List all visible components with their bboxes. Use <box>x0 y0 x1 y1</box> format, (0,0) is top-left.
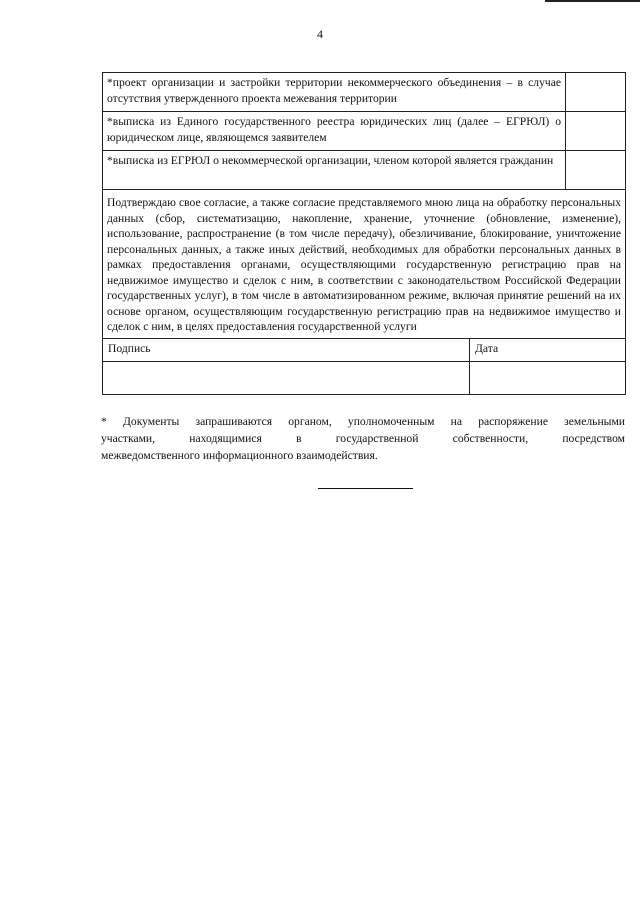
page-number: 4 <box>317 27 323 41</box>
document-row-mark[interactable] <box>566 112 626 151</box>
top-edge-rule <box>545 0 640 2</box>
date-label: Дата <box>470 338 626 361</box>
footnote-line: * Документы запрашиваются органом, уполномоченным на распоряжение земельными <box>101 415 625 428</box>
signature-label: Подпись <box>103 338 470 361</box>
document-row-mark[interactable] <box>566 151 626 190</box>
footnote-line: участками, находящимися в государственной собственности, посредством <box>101 432 625 445</box>
document-row-egrul-organization <box>103 151 626 190</box>
document-row-mark[interactable] <box>566 73 626 112</box>
signature-label-row <box>103 338 626 361</box>
document-row-project <box>103 73 626 112</box>
date-field[interactable] <box>470 361 626 394</box>
document-row-label: *выписка из Единого государственного реестра юридических лиц (далее – ЕГРЮЛ) о юридическом лице, являющемся заявителем <box>103 112 566 151</box>
footnote-line: межведомственного информационного взаимодействия. <box>101 449 378 462</box>
document-row-label: *проект организации и застройки территории некоммерческого объединения – в случае отсутствия утвержденного проекта межевания территории <box>103 73 566 112</box>
end-of-document-rule <box>318 488 413 489</box>
signature-value-row <box>103 361 626 394</box>
document-row-label: *выписка из ЕГРЮЛ о некоммерческой организации, членом которой является гражданин <box>103 151 566 190</box>
signature-field[interactable] <box>103 361 470 394</box>
application-table <box>102 72 626 395</box>
consent-text: Подтверждаю свое согласие, а также согласие представляемого мною лица на обработку персональных данных (сбор, систематизацию, накопление, хранение, уточнение (обновление, изменение), использование, распространение (в том числе передачу), обезличивание, блокирование, уничтожение персональных данных, а также иных действий, необходимых для обработки персональных данных в рамках предоставления органами, осуществляющими государственную регистрацию прав на недвижимое имущество и сделок с ним, в соответствии с законодательством Российской Федерации государственных услуг), в том числе в автоматизированном режиме, включая принятие решений на их основе органом, осуществляющим государственную регистрацию прав на недвижимое имущество и сделок с ним, в целях предоставления государственной услуги <box>103 190 626 339</box>
footnote <box>101 413 625 464</box>
consent-row <box>103 190 626 339</box>
document-row-egrul-applicant <box>103 112 626 151</box>
